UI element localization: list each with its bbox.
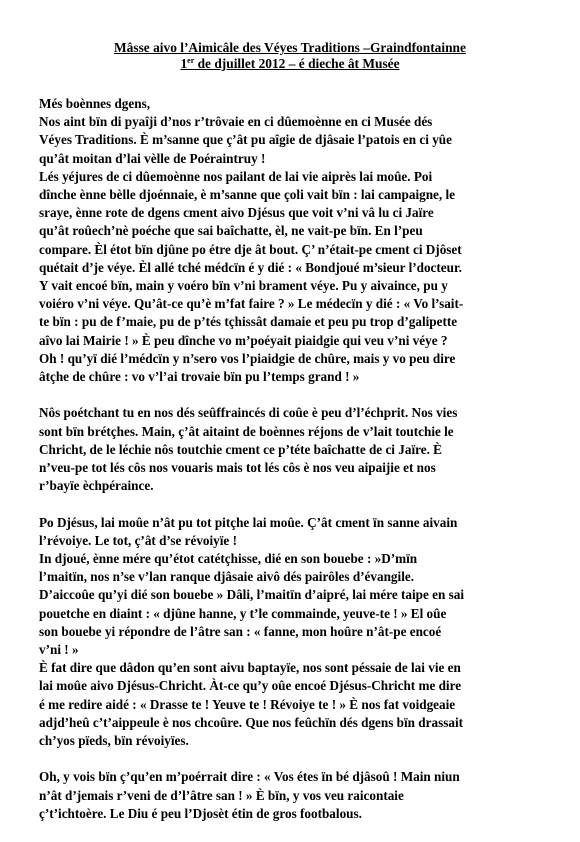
text-line: Oh ! qu’yï dié l’médcïn y n’sero vos l’piaidgie de chûre, mais y vo peu dire (39, 350, 456, 366)
text-line: l’maitïn, nos n’se v’lan ranque djâsaie aivô dés pairôles d’évangile. (39, 569, 415, 585)
text-line: pouetche en diaint : « djûne hanne, y t’le commainde, yeuve-te ! » El oûe (39, 605, 447, 621)
text-line: Nôs poétchant tu en nos dés seûffraincés di coûe è peu d’l’échprit. Nos vies (39, 405, 458, 421)
text-line: È fat dire que dâdon qu’en sont aivu baptayïe, nos sont péssaie de lai vie en (39, 660, 461, 676)
text-line: n’veu-pe tot lés côs nos vouaris mais tot lés côs è nos veu aipaijie et nos (39, 460, 436, 476)
text-line: Véyes Traditions. È m’sanne que ç’ât pu aîgie de djâsaie l’patois en ci yûe (39, 132, 452, 148)
paragraph (39, 514, 549, 751)
text-line: v’ni ! » (39, 642, 79, 658)
paragraph (39, 768, 549, 823)
date-day: 1 (180, 56, 188, 71)
document-body (39, 95, 549, 823)
text-line: dînche ènne bèlle djoénnaie, è m’sanne que çoli vait bïn : lai campaigne, le (39, 187, 456, 203)
text-line: sraye, ènne rote de dgens cment aivo Djésus que voit v’ni vâ lu ci Jaïre (39, 205, 434, 221)
paragraph-gap (39, 386, 549, 404)
text-line: sont bïn brétçhes. Main, ç’ât aitaint de boènnes réjons de v’lait toutchie le (39, 423, 454, 439)
text-line: Po Djésus, lai moûe n’ât pu tot pitçhe lai moûe. Ç’ât cment ïn sanne aivain (39, 514, 458, 530)
document-title (40, 40, 540, 56)
text-line: ç’t’ichtoère. Le Diu é peu l’Djosèt étin de gros footbalous. (39, 805, 362, 821)
text-line: l’révoiye. Le tot, ç’ât d’se révoiyïe ! (39, 532, 237, 548)
text-line: Oh, y vois bïn ç’qu’en m’poérrait dire : « Vos étes ïn bé djâsoû ! Main niun (39, 769, 460, 785)
text-line: Lés yéjures de ci dûemoènne nos pailant de lai vie aiprès lai moûe. Poi (39, 168, 433, 184)
date-rest: de djuillet 2012 – é dieche ât Musée (194, 56, 400, 71)
text-line: voiéro v’ni véye. Qu’ât-ce qu’è m’fat faire ? » Le médecïn y dié : « Vo l’sait- (39, 296, 464, 312)
text-line: D’aiccoûe qu’yi dié son bouebe » Dâli, l’maitïn d’aipré, lai mére taipe en sai (39, 587, 465, 603)
text-line: son bouebe yi répondre de l’âtre san : « fanne, mon hoûre n’ât-pe encoé (39, 623, 442, 639)
paragraph-gap (39, 750, 549, 768)
date-ordinal: er (187, 56, 195, 65)
paragraph-gap (39, 495, 549, 513)
text-line: compare. Èl étot bïn djûne po étre dje ât bout. Ç’ n’était-pe cment ci Djôset (39, 241, 462, 257)
text-line: é me redire aidé : « Drasse te ! Yeuve te ! Révoiye te ! » È nos fat voidgeaie (39, 696, 456, 712)
paragraph (39, 404, 549, 495)
text-line: qu’ât moitan d’lai vèlle de Poéraintruy ! (39, 150, 266, 166)
text-line: quétait d’je véye. Èl allé tché médcïn é y dié : « Bondjoué m’sieur l’docteur. (39, 259, 462, 275)
text-line: Més boènnes dgens, (39, 96, 151, 111)
title-line-1: Mâsse aivo l’Aimicâle des Véyes Traditions –Graindfontainne (114, 40, 466, 55)
document-subtitle (40, 56, 540, 72)
text-line: ch’yos pïeds, bïn révoiyïes. (39, 733, 189, 749)
text-line: qu’ât roûech’nè poéche que sai baîchatte, èl, ne vait-pe bïn. En l’peu (39, 223, 423, 239)
title-line-2 (180, 56, 399, 71)
text-line: n’ât d’jemais r’veni de d’l’âtre san ! » È bïn, y vos veu raicontaie (39, 787, 404, 803)
text-line: In djoué, ènne mére qu’étot catétçhisse, dié en son bouebe : »D’mïn (39, 551, 418, 567)
text-line: te bïn : pu de f’maie, pu de p’tés tçhissât damaie et peu pu trop d’galipette (39, 314, 458, 330)
text-line: Nos aint bïn di pyaîji d’nos r’trôvaie en ci dûemoènne en ci Musée dés (39, 114, 433, 130)
paragraph (39, 95, 549, 386)
text-line: lai moûe aivo Djésus-Chricht. Àt-ce qu’y oûe encoé Djésus-Chricht me dire (39, 678, 462, 694)
text-line: aîvo lai Mairie ! » È peu dînche vo m’poéyait piaidgie qui veu v’ni véye ? (39, 332, 448, 348)
text-line: âtçhe de chûre : vo v’l’ai trovaie bïn pu l’temps grand ! » (39, 369, 360, 385)
text-line: adjd’heû c’t’aippeule è nos chcoûre. Que nos feûchïn dés dgens bïn drassait (39, 714, 464, 730)
text-line: Y vait encoé bïn, main y voéro bïn v’ni brament véye. Pu y aivaince, pu y (39, 278, 448, 294)
text-line: Chricht, de le léchie nôs toutchie cment ce p’téte baîchatte de ci Jaïre. È (39, 441, 442, 457)
text-line: r’bayïe èchpéraince. (39, 478, 154, 494)
